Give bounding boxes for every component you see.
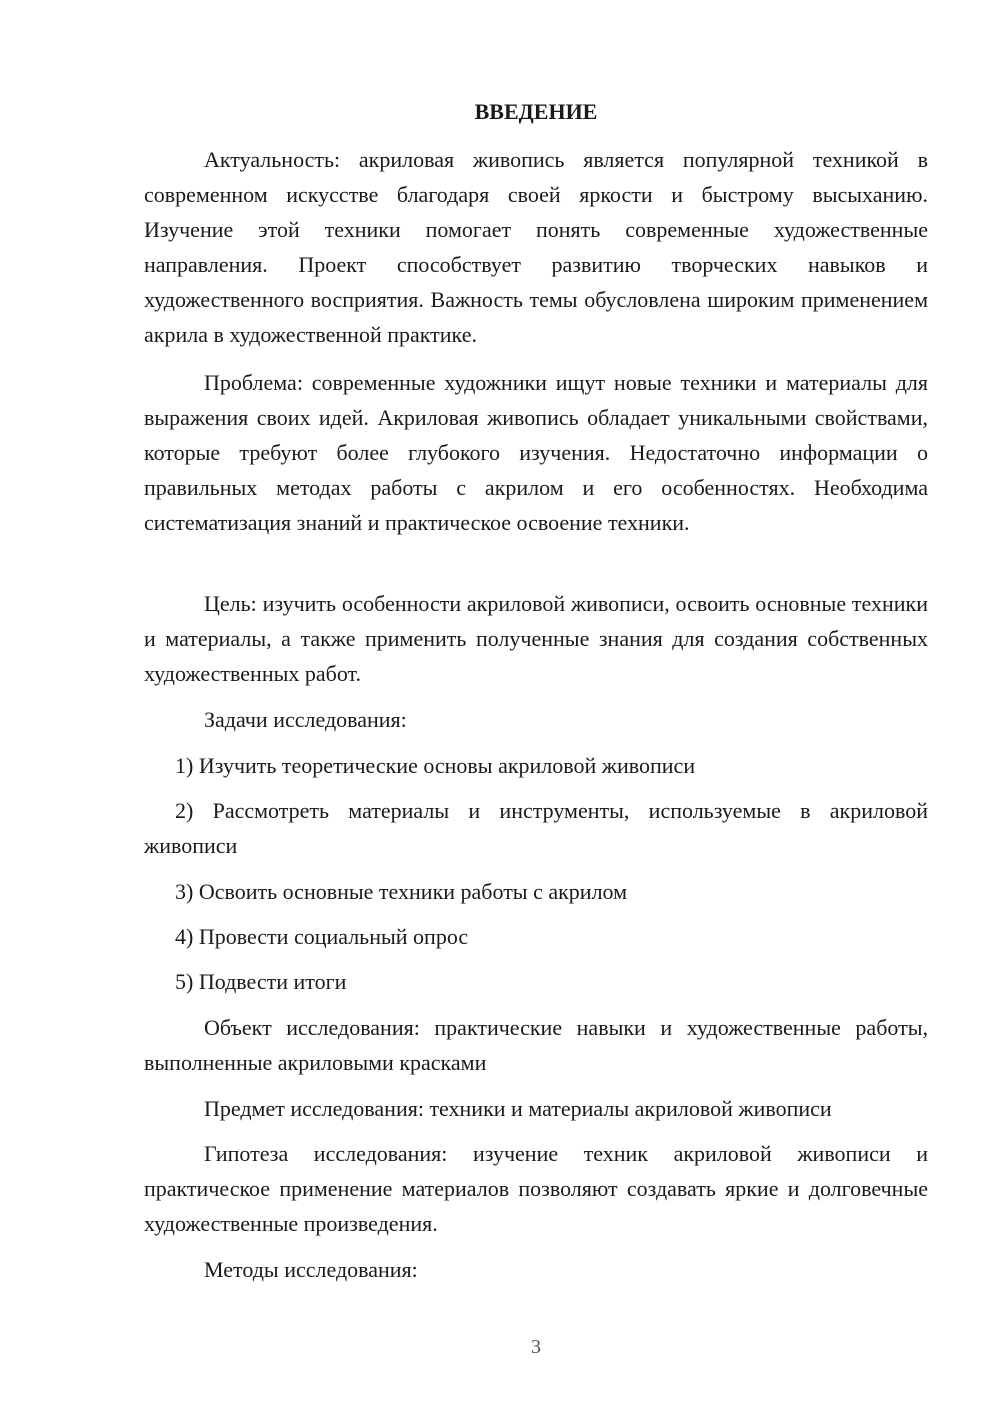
hypothesis-paragraph: Гипотеза исследования: изучение техник акриловой живописи и практическое применение материалов позволяют создавать яркие и долговечные художественные произведения. <box>144 1141 928 1236</box>
task-item-5: 5) Подвести итоги <box>175 969 347 994</box>
goal-paragraph: Цель: изучить особенности акриловой живописи, освоить основные техники и материалы, а также применить полученные знания для создания собственных художественных работ. <box>144 591 928 686</box>
page-number: 3 <box>531 1336 541 1358</box>
subject-paragraph: Предмет исследования: техники и материалы акриловой живописи <box>204 1096 832 1121</box>
object-paragraph: Объект исследования: практические навыки и художественные работы, выполненные акриловыми красками <box>144 1015 928 1075</box>
tasks-heading: Задачи исследования: <box>204 707 407 732</box>
task-item-2: 2) Рассмотреть материалы и инструменты, используемые в акриловой живописи <box>144 798 928 858</box>
methods-heading: Методы исследования: <box>204 1257 418 1282</box>
task-item-3: 3) Освоить основные техники работы с акрилом <box>175 879 628 904</box>
task-item-4: 4) Провести социальный опрос <box>175 924 469 949</box>
task-item-1: 1) Изучить теоретические основы акриловой живописи <box>175 753 696 778</box>
page-title: ВВЕДЕНИЕ <box>474 99 598 124</box>
relevance-paragraph: Актуальность: акриловая живопись является популярной техникой в современном искусстве благодаря своей яркости и быстрому высыханию. Изучение этой техники помогает понять современные художественные направления. Проект способствует развитию творческих навыков и художественного восприятия. Важность темы обусловлена широким применением акрила в художественной практике. <box>144 147 928 347</box>
problem-paragraph: Проблема: современные художники ищут новые техники и материалы для выражения своих идей. Акриловая живопись обладает уникальными свойствами, которые требуют более глубокого изучения. Недостаточно информации о правильных методах работы с акрилом и его особенностях. Необходима систематизация знаний и практическое освоение техники. <box>144 370 928 535</box>
